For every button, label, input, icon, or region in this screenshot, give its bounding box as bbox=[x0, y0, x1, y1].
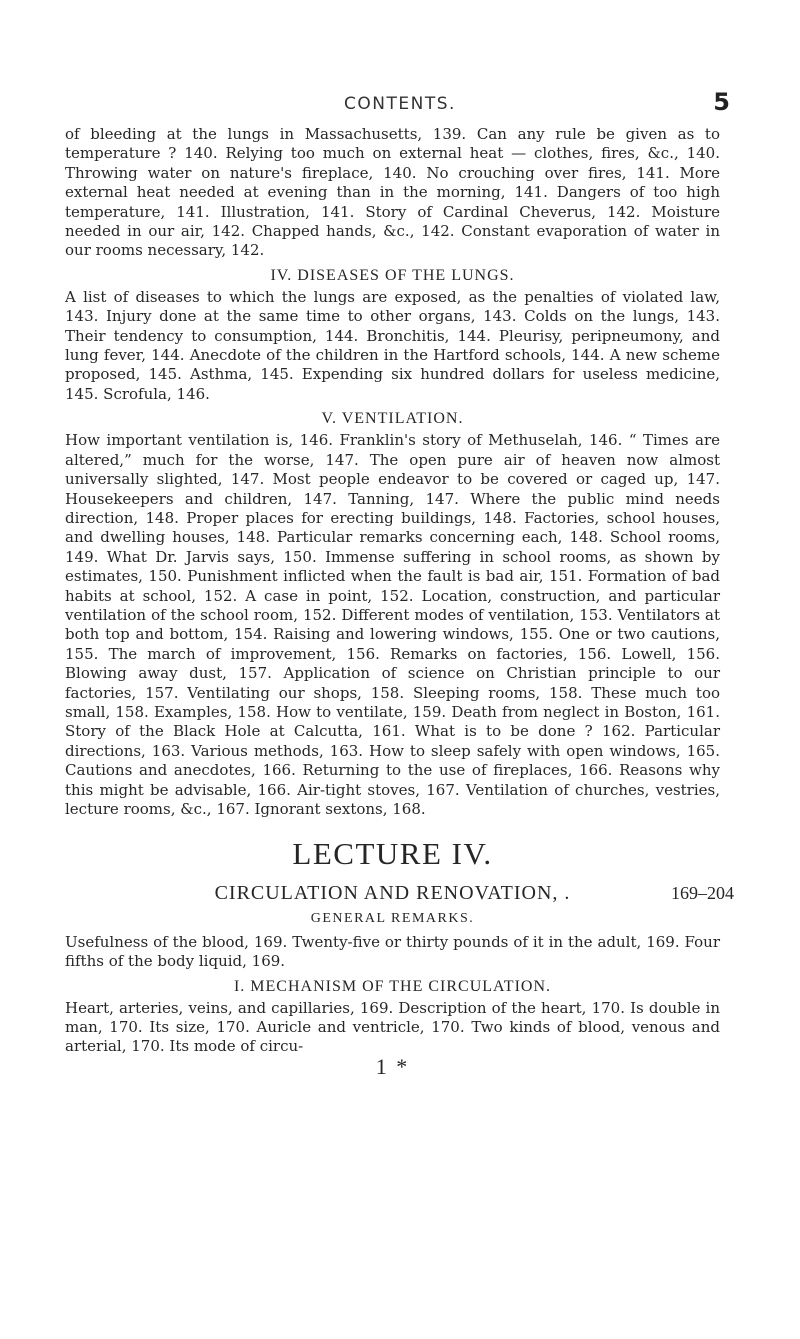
paragraph-bleeding-continuation: of bleeding at the lungs in Massachusetts, 139. Can any rule be given as to temperature ? 140. Relying too much on external heat — clothes, fires, &c., 140. Throwing water on nature's fireplace, 140. No crouching over fires, 141. More external heat needed at evening than in the morning, 141. Dangers of too high temperature, 141. Illustration, 141. Story of Cardinal Cheverus, 142. Moisture needed in our air, 142. Chapped hands, &c., 142. Constant evaporation of water in our rooms necessary, 142. bbox=[65, 125, 720, 260]
lecture-subtitle-dots: . bbox=[564, 882, 571, 905]
lecture-subtitle bbox=[65, 881, 734, 905]
paragraph-ventilation: How important ventilation is, 146. Franklin's story of Methuselah, 146. “ Times are altered,” much for the worse, 147. The open pure air of heaven now almost universally slighted, 147. Most people endeavor to be covered or caged up, 147. Housekeepers and children, 147. Tanning, 147. Where the public mind needs direction, 148. Proper places for erecting buildings, 148. Factories, school houses, and dwelling houses, 148. Particular remarks concerning each, 148. School rooms, 149. What Dr. Jarvis says, 150. Immense suffering in school rooms, as shown by estimates, 150. Punishment inflicted when the fault is bad air, 151. Formation of bad habits at school, 152. A case in point, 152. Location, construction, and particular ventilation of the school room, 152. Different modes of ventilation, 153. Ventilators at both top and bottom, 154. Raising and lowering windows, 155. One or two cautions, 155. The march of improvement, 156. Remarks on factories, 156. Lowell, 156. Blowing away dust, 157. Application of science on Christian principle to our factories, 157. Ventilating our shops, 158. Sleeping rooms, 158. These much too small, 158. Examples, 158. How to ventilate, 159. Death from neglect in Boston, 161. Story of the Black Hole at Calcutta, 161. What is to be done ? 162. Particular directions, 163. Various methods, 163. How to sleep safely with open windows, 165. Cautions and anecdotes, 166. Returning to the use of fireplaces, 166. Reasons why this might be advisable, 166. Air-tight stoves, 167. Ventilation of churches, vestries, lecture rooms, &c., 167. Ignorant sextons, 168. bbox=[65, 431, 720, 818]
page-number: 5 bbox=[713, 88, 730, 116]
paragraph-usefulness-of-blood: Usefulness of the blood, 169. Twenty-five or thirty pounds of it in the adult, 169. Four fifths of the body liquid, 169. bbox=[65, 932, 720, 971]
lecture-page-range: 169–204 bbox=[671, 883, 734, 904]
running-head: CONTENTS. bbox=[344, 94, 456, 114]
lecture-subtitle-text: CIRCULATION AND RENOVATION, bbox=[214, 882, 559, 905]
section-heading-ventilation: V. VENTILATION. bbox=[321, 410, 464, 428]
paragraph-diseases-of-lungs: A list of diseases to which the lungs are exposed, as the penalties of violated law, 143. Injury done at the same time to other organs, 143. Colds on the lungs, 143. Their tendency to consumption, 144. Bronchitis, 144. Pleurisy, peripneumony, and lung fever, 144. Anecdote of the children in the Hartford schools, 144. A new scheme proposed, 145. Asthma, 145. Expending six hundred dollars for useless medicine, 145. Scrofula, 146. bbox=[65, 287, 720, 403]
section-heading-mechanism-of-circulation: I. MECHANISM OF THE CIRCULATION. bbox=[233, 977, 552, 995]
general-remarks-heading: GENERAL REMARKS. bbox=[310, 911, 475, 927]
lecture-title: LECTURE IV. bbox=[292, 836, 493, 872]
paragraph-heart-arteries: Heart, arteries, veins, and capillaries, 169. Description of the heart, 170. Is double in man, 170. Its size, 170. Auricle and ventricle, 170. Two kinds of blood, venous and arterial, 170. Its mode of circu- bbox=[65, 998, 720, 1056]
section-heading-diseases-of-lungs: IV. DISEASES OF THE LUNGS. bbox=[270, 266, 515, 284]
contents-body bbox=[65, 125, 734, 1079]
signature-mark: 1 * bbox=[375, 1053, 410, 1079]
